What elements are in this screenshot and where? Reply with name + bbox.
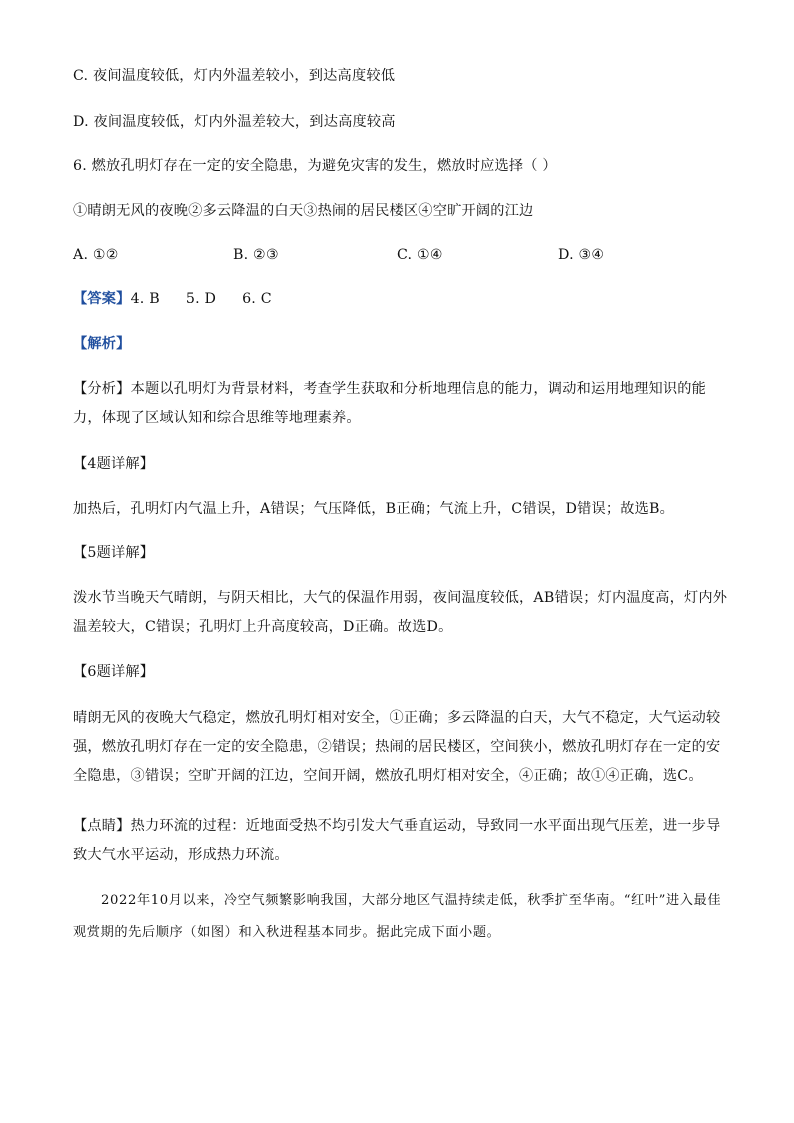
question-6-options (73, 245, 734, 265)
tip-paragraph (73, 812, 734, 870)
answer-tag: 【答案】 (73, 291, 131, 307)
next-material: 2022年10月以来，冷空气频繁影响我国，大部分地区气温持续走低，秋季扩至华南。“红叶”进入最佳观赏期的先后顺序（如图）和入秋进程基本同步。据此完成下面小题。 (73, 893, 722, 940)
answer-item: 4. B (130, 291, 160, 307)
analysis-label: 【分析】 (73, 381, 131, 397)
option-c-q6: C. ①④ (397, 247, 443, 263)
answer-line (73, 289, 734, 309)
analysis-text: 本题以孔明灯为背景材料，考查学生获取和分析地理信息的能力，调动和运用地理知识的能力，体现了区域认知和综合思维等地理素养。 (73, 381, 707, 426)
q6-text: 晴朗无风的夜晚大气稳定，燃放孔明灯相对安全，①正确；多云降温的白天，大气不稳定，大气运动较强，燃放孔明灯存在一定的安全隐患，②错误；热闹的居民楼区，空间狭小，燃放孔明灯存在一定的安全隐患，③错误；空旷开阔的江边，空间开阔，燃放孔明灯相对安全，④正确；故①④正确，选C。 (73, 710, 721, 784)
option-a: A. ①② (73, 247, 119, 263)
tip-text: 热力环流的过程：近地面受热不均引发大气垂直运动，导致同一水平面出现气压差，进一步导致大气水平运动，形成热力环流。 (73, 818, 721, 863)
q5-text: 泼水节当晚天气晴朗，与阴天相比，大气的保温作用弱，夜间温度较低，AB错误；灯内温度高，灯内外温差较大，C错误；孔明灯上升高度较高，D正确。故选D。 (73, 590, 728, 635)
option-c: C. 夜间温度较低，灯内外温差较小，到达高度较低 (73, 68, 396, 84)
tip-label: 【点睛】 (73, 818, 131, 834)
answer-item: 5. D (185, 291, 217, 307)
q5-heading: 【5题详解】 (73, 545, 155, 561)
q4-heading: 【4题详解】 (73, 456, 155, 472)
answer-item: 6. C (242, 291, 272, 307)
analysis-tag: 【解析】 (73, 336, 131, 352)
option-b: B. ②③ (233, 247, 279, 263)
option-d: D. 夜间温度较低，灯内外温差较大，到达高度较高 (73, 114, 396, 130)
question-6-conditions: ①晴朗无风的夜晚②多云降温的白天③热闹的居民楼区④空旷开阔的江边 (73, 203, 534, 219)
option-d-q6: D. ③④ (558, 247, 605, 263)
q4-text: 加热后，孔明灯内气温上升，A错误；气压降低，B正确；气流上升，C错误，D错误；故选B。 (73, 501, 675, 517)
question-6-stem: 6. 燃放孔明灯存在一定的安全隐患，为避免灾害的发生，燃放时应选择（ ） (73, 158, 557, 174)
analysis-paragraph (73, 375, 734, 433)
q6-heading: 【6题详解】 (73, 664, 155, 680)
